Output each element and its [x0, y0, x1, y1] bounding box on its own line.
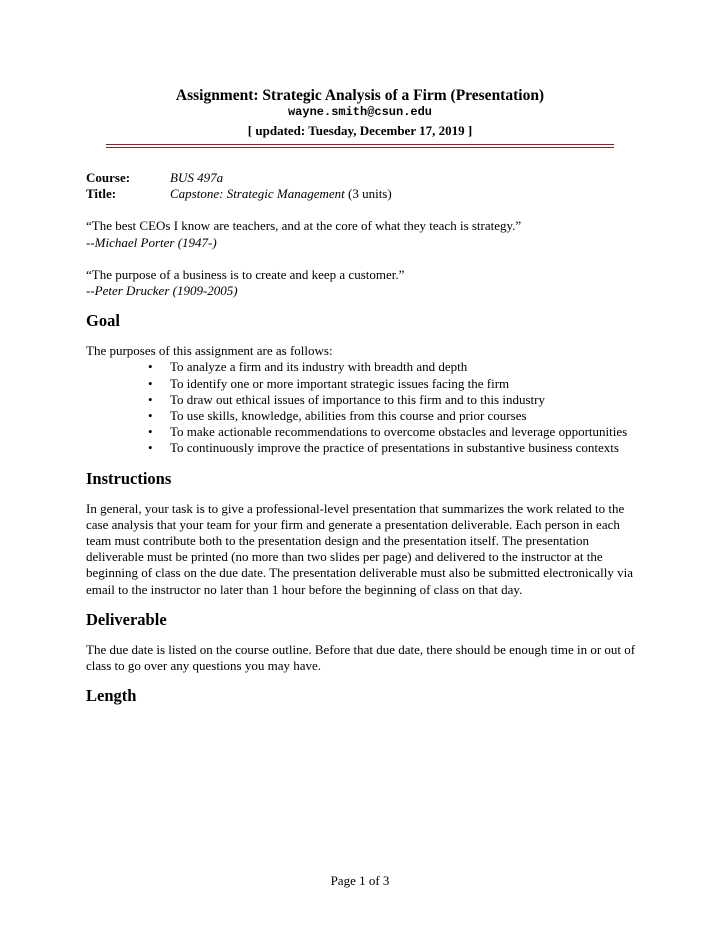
- goal-intro: The purposes of this assignment are as follows:: [86, 343, 333, 359]
- list-item: [148, 424, 636, 440]
- title-label: Title:: [86, 186, 117, 202]
- bullet-icon: •: [148, 391, 153, 407]
- course-value: BUS 497a: [170, 170, 224, 185]
- course-title-text: Capstone: Strategic Management: [170, 186, 345, 202]
- title-value: [170, 186, 392, 202]
- list-item: [148, 391, 636, 408]
- quote-block: [86, 267, 636, 299]
- spacer: [86, 251, 636, 267]
- quote-author: --Peter Drucker (1909-2005): [86, 283, 238, 299]
- course-label: Course:: [86, 170, 131, 185]
- list-item: [148, 375, 636, 392]
- spacer: [86, 457, 636, 469]
- bullet-icon: •: [148, 375, 153, 391]
- course-units: (3 units): [344, 186, 392, 202]
- list-item-text: To make actionable recommendations to overcome obstacles and leverage opportunities: [170, 424, 628, 440]
- author-email[interactable]: wayne.smith@csun.edu: [287, 105, 433, 119]
- course-row: [86, 170, 636, 186]
- goal-list: [86, 359, 636, 456]
- instructions-paragraph: In general, your task is to give a professional-level presentation that summarizes the work related to the case analysis that your team for your firm and generate a presentation deliverable. Each person in each team must contribute both to the presentation design and the presentation itself. The presentation deliverable must be printed (no more than two slides per page) and delivered to the instructor at the beginning of class on the due date. The presentation deliverable must also be submitted electronically via email to the instructor no later than 1 hour before the beginning of class on that day.: [86, 500, 634, 597]
- quote-block: [86, 218, 636, 250]
- updated-date: [ updated: Tuesday, December 17, 2019 ]: [247, 123, 473, 138]
- list-item-text: To draw out ethical issues of importance to this firm and to this industry: [170, 391, 545, 407]
- document-title: Assignment: Strategic Analysis of a Firm (Presentation): [175, 87, 545, 104]
- spacer: [86, 674, 636, 686]
- length-heading: Length: [86, 686, 137, 706]
- title-row: [86, 186, 636, 202]
- goal-heading: Goal: [86, 311, 120, 331]
- bullet-icon: •: [148, 408, 153, 424]
- spacer: [86, 202, 636, 218]
- quote-author: --Michael Porter (1947-): [86, 234, 217, 250]
- spacer: [86, 489, 636, 501]
- bullet-icon: •: [148, 359, 153, 375]
- list-item-text: To analyze a firm and its industry with breadth and depth: [170, 359, 468, 375]
- spacer: [86, 331, 636, 343]
- header-divider-top: [106, 144, 614, 145]
- quote-text: “The best CEOs I know are teachers, and at the core of what they teach is strategy.”: [86, 218, 522, 234]
- instructions-heading: Instructions: [86, 468, 172, 488]
- quote-text: “The purpose of a business is to create and keep a customer.”: [86, 266, 405, 282]
- list-item: [148, 440, 636, 456]
- bullet-icon: •: [148, 440, 153, 456]
- list-item-text: To use skills, knowledge, abilities from this course and prior courses: [170, 408, 527, 424]
- list-item: [148, 408, 636, 424]
- list-item-text: To identify one or more important strategic issues facing the firm: [170, 375, 510, 391]
- document-body: [86, 170, 636, 706]
- list-item: [148, 359, 636, 375]
- deliverable-paragraph: The due date is listed on the course outline. Before that due date, there should be enough time in or out of class to go over any questions you may have.: [86, 641, 636, 674]
- list-item-text: To continuously improve the practice of presentations in substantive business contexts: [170, 440, 619, 456]
- document-header: [0, 86, 720, 140]
- spacer: [86, 598, 636, 610]
- spacer: [86, 299, 636, 311]
- bullet-icon: •: [148, 424, 153, 440]
- deliverable-heading: Deliverable: [86, 609, 167, 629]
- page-number: Page 1 of 3: [330, 873, 390, 888]
- spacer: [86, 630, 636, 642]
- header-divider-bottom: [106, 147, 614, 148]
